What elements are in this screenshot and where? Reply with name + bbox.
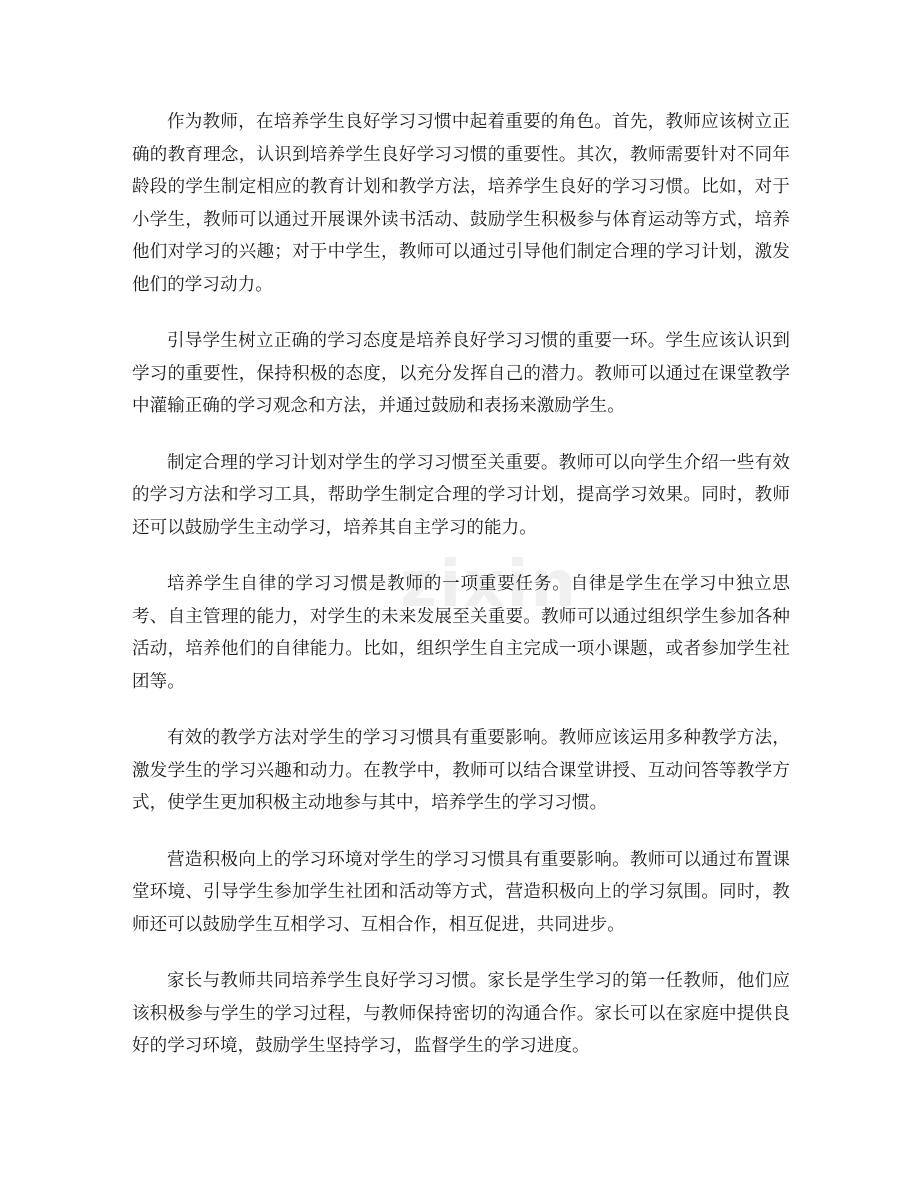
paragraph-6: 营造积极向上的学习环境对学生的学习习惯具有重要影响。教师可以通过布置课堂环境、引导学生参加学生社团和活动等方式，营造积极向上的学习氛围。同时，教师还可以鼓励学生互相学习、互相合作，相互促进，共同进步。: [132, 849, 790, 935]
paragraph-2: 引导学生树立正确的学习态度是培养良好学习习惯的重要一环。学生应该认识到学习的重要性，保持积极的态度，以充分发挥自己的潜力。教师可以通过在课堂教学中灌输正确的学习观念和方法，并通过鼓励和表扬来激励学生。: [132, 331, 790, 416]
paragraph-3: 制定合理的学习计划对学生的学习习惯至关重要。教师可以向学生介绍一些有效的学习方法和学习工具，帮助学生制定合理的学习计划，提高学习效果。同时，教师还可以鼓励学生主动学习，培养其自主学习的能力。: [132, 452, 790, 538]
paragraph-5: 有效的教学方法对学生的学习习惯具有重要影响。教师应该运用多种教学方法，激发学生的学习兴趣和动力。在教学中，教师可以结合课堂讲授、互动问答等教学方式，使学生更加积极主动地参与其中，培养学生的学习习惯。: [132, 728, 790, 813]
paragraph-7: 家长与教师共同培养学生良好学习习惯。家长是学生学习的第一任教师，他们应该积极参与学生的学习过程，与教师保持密切的沟通合作。家长可以在家庭中提供良好的学习环境，鼓励学生坚持学习，监督学生的学习进度。: [132, 971, 790, 1056]
paragraph-1: 作为教师，在培养学生良好学习习惯中起着重要的角色。首先，教师应该树立正确的教育理念，认识到培养学生良好学习习惯的重要性。其次，教师需要针对不同年龄段的学生制定相应的教育计划和教学方法，培养学生良好的学习习惯。比如，对于小学生，教师可以通过开展课外读书活动、鼓励学生积极参与体育运动等方式，培养他们对学习的兴趣；对于中学生，教师可以通过引导他们制定合理的学习计划，激发他们的学习动力。: [132, 112, 790, 295]
watermark: zixin: [400, 548, 578, 622]
document-body: [132, 106, 790, 1087]
paragraph-4: 培养学生自律的学习习惯是教师的一项重要任务。自律是学生在学习中独立思考、自主管理的能力，对学生的未来发展至关重要。教师可以通过组织学生参加各种活动，培养他们的自律能力。比如，组织学生自主完成一项小课题，或者参加学生社团等。: [132, 574, 790, 692]
